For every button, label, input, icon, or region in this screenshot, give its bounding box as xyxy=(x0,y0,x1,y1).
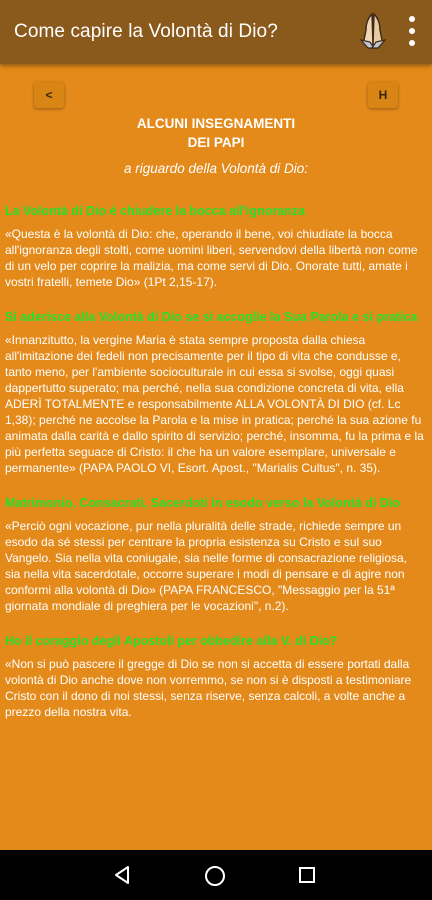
content-scroll[interactable] xyxy=(0,64,432,850)
square-recents-icon[interactable] xyxy=(298,866,316,889)
section-title: Si aderisce alla Volontà di Dio se si accoglie la Sua Parola e si pratica xyxy=(5,310,418,324)
article-body xyxy=(5,202,425,738)
section-text: «Non si può pascere il gregge di Dio se non si accetta di essere portati dalla volontà di Dio anche dove non vorremmo, se non si è disposti a testimoniare Cristo con il dono di noi stessi, senza riserve, senza calcoli, a volte anche a prezzo della nostra vita. xyxy=(5,657,412,719)
circle-home-icon[interactable] xyxy=(204,865,226,892)
page-title-line1: ALCUNI INSEGNAMENTI xyxy=(136,116,296,131)
page-subtitle: a riguardo della Volontà di Dio: xyxy=(123,161,309,176)
home-page-button[interactable]: H xyxy=(368,82,398,108)
section-text: «Perciò ogni vocazione, pur nella pluralità delle strade, richiede sempre un esodo da sé stessi per centrare la propria esistenza su Cristo e sul suo Vangelo. Sia nella vita coniugale, sia nelle forme di consacrazione religiosa, sia nella vita sacerdotale, occorre superare i modi di pensare e di agire non conformi alla volontà di Dio» (PAPA FRANCESCO, "Messaggio per la 51ª giornata mondiale di preghiera per le vocazioni", n.2). xyxy=(5,519,408,613)
section-title: La Volontà di Dio è chiudere la bocca all'ignoranza xyxy=(5,204,306,218)
praying-hands-icon[interactable] xyxy=(356,10,390,50)
app-bar xyxy=(0,0,432,64)
system-navigation-bar xyxy=(0,850,432,900)
page-title-line2: DEI PAPI xyxy=(187,135,245,150)
page-title xyxy=(0,114,432,152)
section-title: Ho il coraggio degli Apostoli per obbedire alla V. di Dio? xyxy=(5,634,338,648)
triangle-back-icon[interactable] xyxy=(112,865,132,890)
app-title: Come capire la Volontà di Dio? xyxy=(14,21,278,42)
more-vert-icon[interactable] xyxy=(404,16,420,46)
section-title: Matrimonio, Consacrati, Sacerdoti in esodo verso la Volontà di Dio xyxy=(5,496,400,510)
back-page-button[interactable]: < xyxy=(34,82,64,108)
section-text: «Questa è la volontà di Dio: che, operando il bene, voi chiudiate la bocca all'ignoranza degli stolti, come uomini liberi, servendovi della libertà non come di un velo per coprire la malizia, ma come servi di Dio. Onorate tutti, amate i vostri fratelli, temete Dio» (1Pt 2,15-17). xyxy=(5,227,418,289)
section-text: «Innanzitutto, la vergine Maria è stata sempre proposta dalla chiesa all'imitazione dei fedeli non precisamente per il tipo di vita che condusse e, tanto meno, per l'ambiente socioculturale in cui essa si svolse, oggi quasi dappertutto superato; ma perché, nella sua condizione concreta di vita, ella ADERÌ TOTALMENTE e responsabilmente ALLA VOLONTÀ DI DIO (cf. Lc 1,38); perché ne accolse la Parola e la mise in pratica; perché la sua azione fu animata dalla carità e dallo spirito di servizio; perché, insomma, fu la prima e la più perfetta seguace di Cristo: il che ha un valore esemplare, universale e permanente» (PAPA PAOLO VI, Esort. Apost., "Marialis Cultus", n. 35). xyxy=(5,333,424,475)
